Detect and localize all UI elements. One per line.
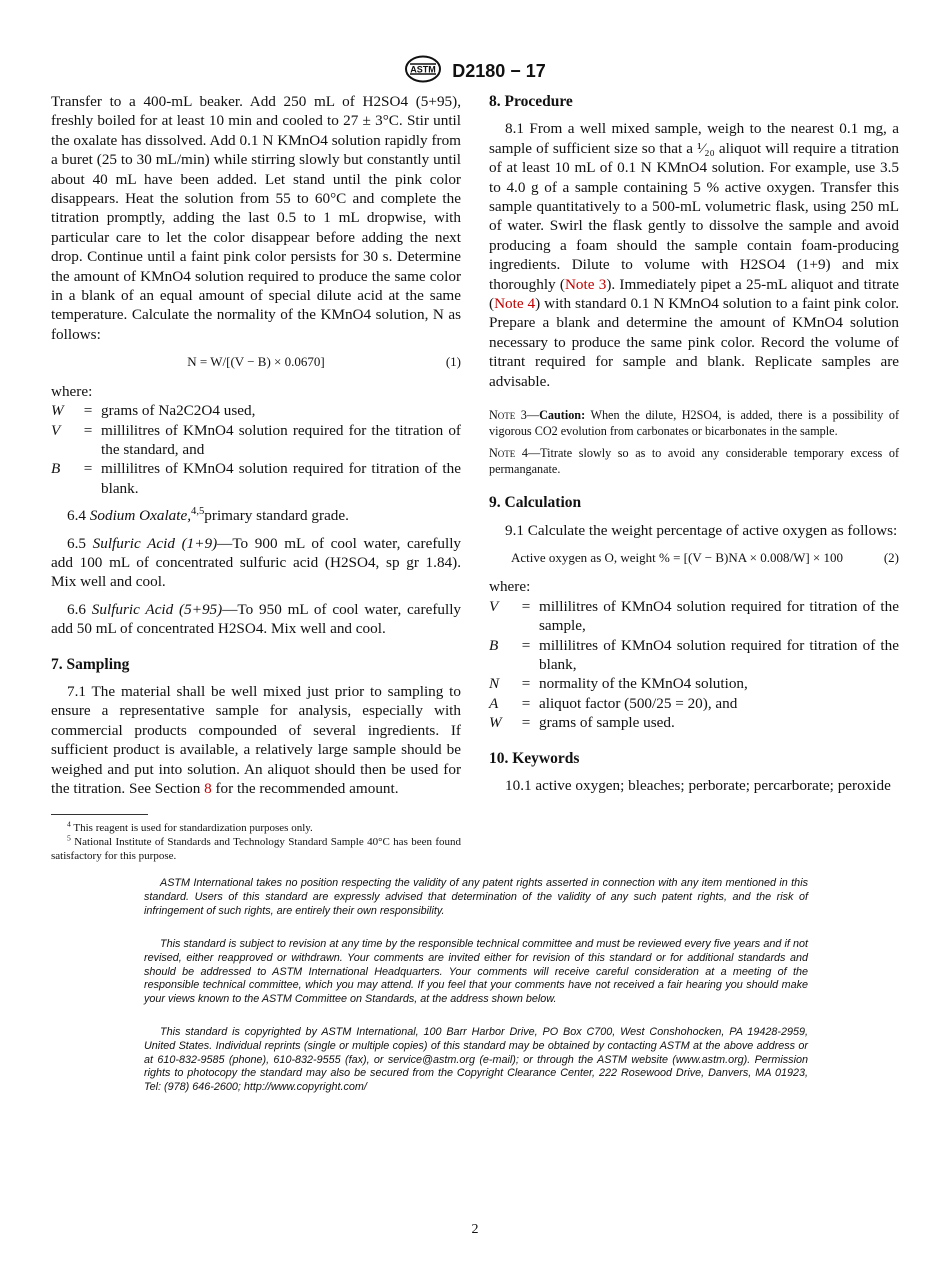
- definition-equals: =: [83, 421, 93, 439]
- equation-1: [51, 352, 461, 371]
- right-column: [489, 92, 899, 795]
- definition-text: millilitres of KMnO4 solution required for titration of the blank.: [101, 460, 461, 497]
- definition-item: [51, 421, 461, 460]
- equation-2-text: Active oxygen as O, weight % = [(V − B)NA × 0.008/W] × 100: [511, 549, 844, 565]
- section-8-link[interactable]: 8: [204, 780, 212, 797]
- section-10-heading: 10. Keywords: [489, 749, 580, 767]
- legal-text: ASTM International takes no position respecting the validity of any patent rights asserted in connection with any item mentioned in this standard. Users of this standard are expressly advised that determination of the validity of any such patent rights, and the risk of infringement of such rights, are entirely their own responsibility.: [144, 877, 808, 917]
- definition-symbol: W: [489, 714, 502, 732]
- definition-text: normality of the KMnO4 solution,: [539, 675, 748, 693]
- astm-logo-icon: [404, 55, 442, 88]
- paragraph-text: ). Immediately pipet a 25-mL aliquot and titrate (: [489, 275, 899, 313]
- paragraph-text: —To 950 mL of cool water, carefully add 50 mL of concentrated H2SO4. Mix well and cool.: [51, 600, 462, 638]
- definition-equals: =: [521, 675, 531, 693]
- definition-symbol: V: [489, 597, 499, 615]
- section-8-heading: 8. Procedure: [489, 93, 573, 110]
- note-text: —Titrate slowly so as to avoid any considerable temporary excess of permanganate.: [489, 446, 900, 477]
- definition-symbol: A: [489, 694, 499, 712]
- where-label: where:: [489, 578, 531, 596]
- equation-1-text: N = W/[(V − B) × 0.0670]: [187, 354, 325, 370]
- footnote-text: This reagent is used for standardization purposes only.: [73, 822, 313, 835]
- equation-2-number: (2): [883, 549, 899, 565]
- note-text: When the dilute, H2SO4, is added, there is a possibility of vigorous CO2 evolution from carbonates or bicarbonates in the sample.: [489, 408, 900, 439]
- patent-notice: [144, 877, 808, 918]
- definition-list-1: [51, 401, 461, 498]
- paragraph-title: Sulfuric Acid (5+95): [91, 600, 223, 618]
- paragraph-text: 7.1 The material shall be well mixed just prior to sampling to ensure a representative sample for analysis, especially with commercial products compounded of several ingredients. If sufficient product is available, a relatively large sample should be weighed and put into solution. An aliquot should then be used for the titration. See Section: [51, 682, 461, 797]
- left-column: [51, 92, 461, 863]
- logo-text: ASTM: [410, 64, 436, 75]
- page-header: [0, 55, 950, 88]
- definition-text: millilitres of KMnO4 solution required for the titration of the standard, and: [101, 421, 461, 458]
- legal-text: This standard is copyrighted by ASTM International, 100 Barr Harbor Drive, PO Box C700, West Conshohocken, PA 19428-2959, United States. Individual reprints (single or multiple copies) of this standard may be obtained by contacting ASTM at the above address or at 610-832-9585 (phone), 610-832-9555 (fax), or service@astm.org (e-mail); or through the ASTM website (www.astm.org). Permission rights to photocopy the standard may also be secured from the Copyright Clearance Center, 222 Rosewood Drive, Danvers, MA 01923, Tel: (978) 646-2600; http://www.copyright.com/: [144, 1026, 808, 1094]
- definition-equals: =: [83, 402, 93, 420]
- paragraph-10-1: 10.1 active oxygen; bleaches; perborate; percarborate; peroxide: [505, 776, 891, 794]
- definition-symbol: B: [51, 460, 61, 478]
- section-7-heading: 7. Sampling: [51, 655, 130, 673]
- section-9-heading: 9. Calculation: [489, 494, 582, 512]
- paragraph-6-5: [51, 534, 461, 592]
- definition-text: aliquot factor (500/25 = 20), and: [539, 694, 738, 712]
- definition-item: [489, 597, 899, 636]
- definition-item: [51, 459, 461, 498]
- legal-text: This standard is subject to revision at any time by the responsible technical committee and must be reviewed every five years and if not revised, either reapproved or withdrawn. Your comments are invited either for revision of this standard or for additional standards and should be addressed to ASTM International Headquarters. Your comments will receive careful consideration at a meeting of the responsible technical committee, which you may attend. If you feel that your comments have not received a fair hearing you should make your views known to the ASTM Committee on Standards, at the address shown below.: [144, 938, 808, 1006]
- document-code: D2180 − 17: [452, 61, 546, 81]
- footnote-5: [51, 835, 461, 863]
- paragraph-title: Sodium Oxalate,: [89, 507, 192, 525]
- definition-item: [51, 401, 461, 420]
- definition-symbol: W: [51, 402, 64, 420]
- paragraph-title: Sulfuric Acid (1+9): [92, 534, 218, 552]
- paragraph-text: primary standard grade.: [204, 507, 349, 525]
- definition-equals: =: [83, 460, 93, 478]
- note-3-link[interactable]: Note 3: [564, 275, 607, 293]
- paragraph-9-1: 9.1 Calculate the weight percentage of active oxygen as follows:: [505, 521, 898, 539]
- footnote-divider: [51, 814, 148, 815]
- definition-item: [489, 674, 899, 693]
- definition-text: grams of sample used.: [539, 714, 675, 732]
- paragraph-6-6: [51, 600, 461, 639]
- paragraph-text: 8.1 From a well mixed sample, weigh to the nearest 0.1 mg, a sample of sufficient size so that a ¹⁄₂₀ aliquot will require a titration of at least 10 mL of 0.1 N KMnO4 solution. For example, use 3.5 to 4.0 g of a sample containing 5 % active oxygen. Transfer this sample quantitatively to a 500-mL volumetric flask, using 250 mL of water. Swirl the flask gently to dissolve the sample and avoid producing a foam should the sample contain foam-producing ingredients. Dilute to volume with H2SO4 (1+9) and mix thoroughly (: [489, 120, 899, 293]
- note-4: [489, 445, 899, 477]
- section-number: 6.6: [67, 600, 86, 618]
- page-number: 2: [471, 1222, 479, 1237]
- definition-equals: =: [521, 714, 531, 732]
- paragraph-7-1: [51, 682, 461, 798]
- definition-list-2: [489, 597, 899, 733]
- revision-notice: [144, 938, 808, 1007]
- definition-equals: =: [521, 636, 531, 654]
- paragraph-6-4: [51, 506, 461, 525]
- definition-text: millilitres of KMnO4 solution required for titration of the sample,: [539, 597, 899, 635]
- paragraph-text: for the recommended amount.: [215, 780, 399, 797]
- definition-item: [489, 636, 899, 675]
- paragraph-8-1: [489, 119, 899, 391]
- equation-1-number: (1): [445, 354, 461, 370]
- definition-symbol: N: [489, 675, 500, 693]
- footnote-text: National Institute of Standards and Technology Standard Sample 40°C has been found satisfactory for this purpose.: [51, 836, 461, 863]
- paragraph-text: —To 900 mL of cool water, carefully add 100 mL of concentrated sulfuric acid (H2SO4, sp gr 1.84). Mix well and cool.: [51, 534, 462, 591]
- footnote-number: 4: [67, 819, 71, 829]
- copyright-notice: [144, 1026, 808, 1095]
- note-label: Note 4: [489, 446, 528, 461]
- section-number: 6.4: [67, 507, 86, 525]
- footnote-4: [51, 821, 461, 835]
- definition-symbol: B: [489, 636, 499, 654]
- note-4-link[interactable]: Note 4: [494, 295, 536, 313]
- definition-text: grams of Na2C2O4 used,: [101, 402, 256, 420]
- definition-text: millilitres of KMnO4 solution required for titration of the blank,: [539, 636, 899, 673]
- where-label: where:: [51, 382, 93, 400]
- definition-equals: =: [521, 597, 531, 615]
- equation-2: [489, 548, 899, 567]
- footnote-ref[interactable]: 4,5: [191, 506, 205, 518]
- paragraph-6-3-continued: Transfer to a 400-mL beaker. Add 250 mL of H2SO4 (5+95), freshly boiled for at least 10 min and cooled to 27 ± 3°C. Stir until the oxalate has dissolved. Add 0.1 N KMnO4 solution rapidly from a buret (25 to 30 mL/min) while stirring slowly but constantly until about 40 mL have been added. Let stand until the pink color disappears. Heat the solution from 55 to 60°C and complete the titration promptly, adding the last 0.5 to 1 mL dropwise, with particular care to let the color disappear before adding the next drop. Continue until a faint pink color persists for 30 s. Determine the amount of KMnO4 solution required to produce the same color in a blank of an equal amount of special dilute acid at the same temperature. Calculate the normality of the KMnO4 solution, N as follows:: [51, 93, 461, 343]
- definition-equals: =: [521, 694, 531, 712]
- caution-label: Caution:: [539, 408, 586, 423]
- definition-item: [489, 694, 899, 713]
- section-number: 6.5: [67, 534, 86, 552]
- definition-symbol: V: [51, 421, 61, 439]
- note-3: Note 3—Caution: When the dilute, H2SO4, is added, there is a possibility of vigorous CO2 evolution from carbonates or bicarbonates in the sample.: [489, 408, 900, 439]
- definition-item: [489, 713, 899, 732]
- paragraph-text: ) with standard 0.1 N KMnO4 solution to a faint pink color. Prepare a blank and determine the amount of KMnO4 solution necessary to produce the same pink color. Record the volume of titrant required for sample and blank. Replicate samples are advisable.: [489, 295, 899, 390]
- note-label: Note 3: [489, 408, 527, 423]
- footnote-number: 5: [67, 833, 71, 843]
